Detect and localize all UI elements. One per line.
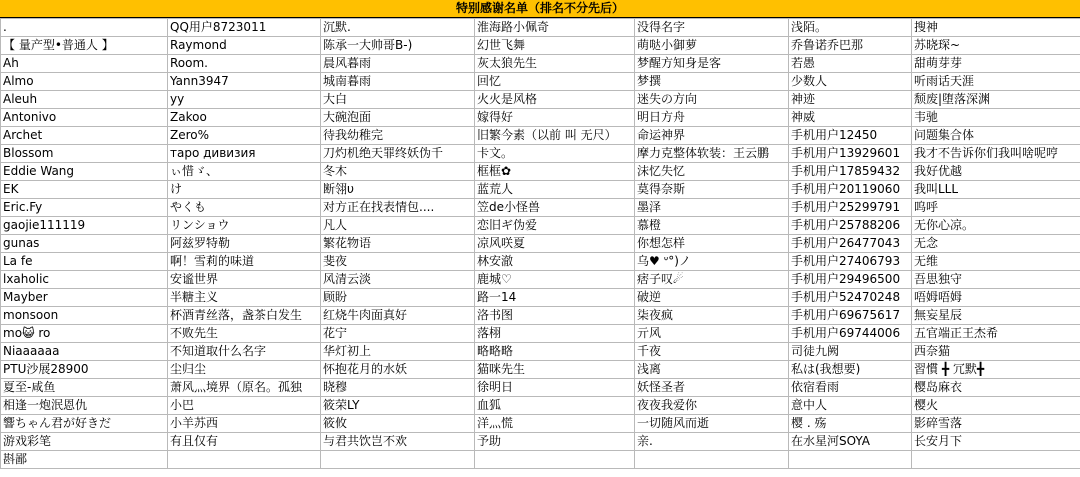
table-cell[interactable]: PTU沙展28900 bbox=[1, 361, 168, 379]
table-cell[interactable]: 夜夜我爱你 bbox=[635, 397, 789, 415]
table-cell[interactable]: 刀灼机绝天罪终妖伪千 bbox=[321, 145, 475, 163]
table-cell[interactable]: 大碗泡面 bbox=[321, 109, 475, 127]
table-cell[interactable]: 旧繁今素（以前 叫 无尺） bbox=[475, 127, 635, 145]
table-cell[interactable]: 萌哒小御萝 bbox=[635, 37, 789, 55]
table-cell[interactable]: 司徒九阙 bbox=[789, 343, 912, 361]
table-cell[interactable]: 乌♥ ᐡ°)ノ bbox=[635, 253, 789, 271]
table-cell[interactable]: 血狐 bbox=[475, 397, 635, 415]
table-row bbox=[1, 433, 1080, 451]
table-cell[interactable]: 筱荣LY bbox=[321, 397, 475, 415]
table-cell[interactable]: 依宿看雨 bbox=[789, 379, 912, 397]
table-cell[interactable]: Eddie Wang bbox=[1, 163, 168, 181]
thanks-table bbox=[0, 18, 1080, 469]
table-cell[interactable]: 幻世飞舞 bbox=[475, 37, 635, 55]
table-cell[interactable]: 亲. bbox=[635, 433, 789, 451]
table-cell[interactable]: 沫忆失忆 bbox=[635, 163, 789, 181]
table-cell[interactable]: 無妄星辰 bbox=[912, 307, 1080, 325]
table-row bbox=[1, 415, 1080, 433]
table-cell[interactable]: 凉风咲夏 bbox=[475, 235, 635, 253]
table-row bbox=[1, 253, 1080, 271]
table-cell[interactable]: 梦醒方知身是客 bbox=[635, 55, 789, 73]
table-cell[interactable]: 斐夜 bbox=[321, 253, 475, 271]
table-cell[interactable]: 笠de小怪兽 bbox=[475, 199, 635, 217]
table-cell[interactable]: 唔姆唔姆 bbox=[912, 289, 1080, 307]
table-cell[interactable]: 灰太狼先生 bbox=[475, 55, 635, 73]
table-row bbox=[1, 199, 1080, 217]
table-cell[interactable]: 晨风暮雨 bbox=[321, 55, 475, 73]
table-cell[interactable]: gunas bbox=[1, 235, 168, 253]
table-cell[interactable]: 小巴 bbox=[168, 397, 321, 415]
table-cell[interactable]: 不知道取什么名字 bbox=[168, 343, 321, 361]
table-row bbox=[1, 343, 1080, 361]
table-cell[interactable]: 红烧牛肉面真好 bbox=[321, 307, 475, 325]
table-cell[interactable]: 洋灬慌 bbox=[475, 415, 635, 433]
table-cell[interactable]: 手机用户69744006 bbox=[789, 325, 912, 343]
table-cell[interactable]: 一切随风而逝 bbox=[635, 415, 789, 433]
table-cell[interactable]: La fe bbox=[1, 253, 168, 271]
table-row bbox=[1, 73, 1080, 91]
table-cell[interactable]: 墨泽 bbox=[635, 199, 789, 217]
table-cell[interactable]: 樱 . 殇 bbox=[789, 415, 912, 433]
table-cell[interactable]: 手机用户20119060 bbox=[789, 181, 912, 199]
table-cell[interactable]: 断翎υ bbox=[321, 181, 475, 199]
table-cell[interactable]: 呜呼 bbox=[912, 199, 1080, 217]
table-cell[interactable]: 无你心凉。 bbox=[912, 217, 1080, 235]
table-cell[interactable]: Room. bbox=[168, 55, 321, 73]
table-cell[interactable]: таро дивизия bbox=[168, 145, 321, 163]
table-cell[interactable]: 萧风灬境界（原名。孤独 bbox=[168, 379, 321, 397]
table-cell[interactable]: 韦驰 bbox=[912, 109, 1080, 127]
table-cell[interactable]: 相逢一炮泯恩仇 bbox=[1, 397, 168, 415]
table-cell[interactable]: 亓风 bbox=[635, 325, 789, 343]
table-row bbox=[1, 397, 1080, 415]
table-cell[interactable]: 迷失の方向 bbox=[635, 91, 789, 109]
table-cell[interactable]: 大白 bbox=[321, 91, 475, 109]
table-cell[interactable]: Blossom bbox=[1, 145, 168, 163]
table-cell[interactable]: 冬木 bbox=[321, 163, 475, 181]
table-row bbox=[1, 127, 1080, 145]
table-row bbox=[1, 37, 1080, 55]
table-cell[interactable]: 手机用户26477043 bbox=[789, 235, 912, 253]
table-cell[interactable]: 手机用户13929601 bbox=[789, 145, 912, 163]
table-cell[interactable]: 少数人 bbox=[789, 73, 912, 91]
table-cell[interactable]: 徐明日 bbox=[475, 379, 635, 397]
table-cell[interactable]: 尘归尘 bbox=[168, 361, 321, 379]
table-cell[interactable]: monsoon bbox=[1, 307, 168, 325]
table-cell[interactable]: Niaaaaaa bbox=[1, 343, 168, 361]
table-cell[interactable]: 回忆 bbox=[475, 73, 635, 91]
table-cell[interactable] bbox=[789, 451, 912, 469]
table-cell[interactable]: Raymond bbox=[168, 37, 321, 55]
table-row bbox=[1, 91, 1080, 109]
table-cell[interactable]: 繁花物语 bbox=[321, 235, 475, 253]
table-cell[interactable]: 你想怎样 bbox=[635, 235, 789, 253]
table-cell[interactable]: 陈承一大帅哥B-) bbox=[321, 37, 475, 55]
table-cell[interactable]: 恋旧ギ伪爱 bbox=[475, 217, 635, 235]
table-cell[interactable]: gaojie111119 bbox=[1, 217, 168, 235]
table-cell[interactable]: 洛书图 bbox=[475, 307, 635, 325]
table-cell[interactable]: 五官端正王杰希 bbox=[912, 325, 1080, 343]
table-cell[interactable]: 火火是风格 bbox=[475, 91, 635, 109]
table-cell[interactable]: 慕橙 bbox=[635, 217, 789, 235]
table-cell[interactable]: EK bbox=[1, 181, 168, 199]
table-row bbox=[1, 55, 1080, 73]
table-cell[interactable]: 私は(我想要) bbox=[789, 361, 912, 379]
table-cell[interactable]: Archet bbox=[1, 127, 168, 145]
table-cell[interactable]: 不败先生 bbox=[168, 325, 321, 343]
table-cell[interactable]: 花宁 bbox=[321, 325, 475, 343]
table-cell[interactable]: 浅离 bbox=[635, 361, 789, 379]
table-cell[interactable]: 听雨话天涯 bbox=[912, 73, 1080, 91]
table-cell[interactable]: 筱攸 bbox=[321, 415, 475, 433]
table-cell[interactable]: 我叫LLL bbox=[912, 181, 1080, 199]
table-cell[interactable]: 吾思独守 bbox=[912, 271, 1080, 289]
table-cell[interactable]: 落栩 bbox=[475, 325, 635, 343]
table-cell[interactable]: 阿兹罗特勒 bbox=[168, 235, 321, 253]
table-cell[interactable]: 问题集合体 bbox=[912, 127, 1080, 145]
table-cell[interactable]: QQ用户8723011 bbox=[168, 19, 321, 37]
table-cell[interactable]: 手机用户17859432 bbox=[789, 163, 912, 181]
table-cell[interactable]: 无维 bbox=[912, 253, 1080, 271]
table-cell[interactable]: 蓝荒人 bbox=[475, 181, 635, 199]
table-cell[interactable]: 乔鲁诺乔巴那 bbox=[789, 37, 912, 55]
table-row bbox=[1, 109, 1080, 127]
table-row bbox=[1, 361, 1080, 379]
table-cell[interactable]: lxaholic bbox=[1, 271, 168, 289]
table-cell[interactable]: 手机用户25299791 bbox=[789, 199, 912, 217]
table-cell[interactable]: 啊！雪莉的味道 bbox=[168, 253, 321, 271]
table-cell[interactable]: Antonivo bbox=[1, 109, 168, 127]
table-row bbox=[1, 271, 1080, 289]
table-row bbox=[1, 235, 1080, 253]
table-cell[interactable]: 予助 bbox=[475, 433, 635, 451]
table-cell[interactable]: . bbox=[1, 19, 168, 37]
table-cell[interactable]: 摩力克整体软装：王云鹏 bbox=[635, 145, 789, 163]
table-cell[interactable]: 无念 bbox=[912, 235, 1080, 253]
table-cell[interactable]: 手机用户12450 bbox=[789, 127, 912, 145]
table-cell[interactable]: 略略略 bbox=[475, 343, 635, 361]
table-cell[interactable]: 甜萌芽芽 bbox=[912, 55, 1080, 73]
table-cell[interactable]: 我好优越 bbox=[912, 163, 1080, 181]
table-cell[interactable]: 卡文。 bbox=[475, 145, 635, 163]
table-cell[interactable] bbox=[912, 451, 1080, 469]
table-cell[interactable]: 待我幼稚完 bbox=[321, 127, 475, 145]
table-cell[interactable]: 搜神 bbox=[912, 19, 1080, 37]
table-cell[interactable]: 樱火 bbox=[912, 397, 1080, 415]
table-cell[interactable]: 安谧世界 bbox=[168, 271, 321, 289]
table-cell[interactable]: 小羊苏西 bbox=[168, 415, 321, 433]
table-cell[interactable]: 凡人 bbox=[321, 217, 475, 235]
sheet-title: 特别感谢名单（排名不分先后） bbox=[0, 0, 1080, 18]
table-cell[interactable]: 【 量产型•普通人 】 bbox=[1, 37, 168, 55]
table-cell[interactable]: Zakoo bbox=[168, 109, 321, 127]
table-cell[interactable]: 柒夜疯 bbox=[635, 307, 789, 325]
table-cell[interactable]: 手机用户27406793 bbox=[789, 253, 912, 271]
table-cell[interactable]: 框框✿ bbox=[475, 163, 635, 181]
table-cell[interactable]: 杯酒青丝落，盏茶白发生 bbox=[168, 307, 321, 325]
table-cell[interactable] bbox=[321, 451, 475, 469]
table-cell[interactable]: 神迹 bbox=[789, 91, 912, 109]
table-cell[interactable] bbox=[635, 451, 789, 469]
table-cell[interactable]: 斟鄙 bbox=[1, 451, 168, 469]
table-cell[interactable]: 手机用户69675617 bbox=[789, 307, 912, 325]
table-cell[interactable]: 游戏彩笔 bbox=[1, 433, 168, 451]
table-cell[interactable]: yy bbox=[168, 91, 321, 109]
table-cell[interactable]: 影碎雪落 bbox=[912, 415, 1080, 433]
table-cell[interactable]: 怀抱花月的水妖 bbox=[321, 361, 475, 379]
table-cell[interactable]: 城南暮雨 bbox=[321, 73, 475, 91]
table-row bbox=[1, 163, 1080, 181]
table-cell[interactable]: 千夜 bbox=[635, 343, 789, 361]
table-cell[interactable] bbox=[168, 451, 321, 469]
table-row bbox=[1, 145, 1080, 163]
table-cell[interactable]: 顾盼 bbox=[321, 289, 475, 307]
table-row bbox=[1, 181, 1080, 199]
table-cell[interactable]: 夏至-咸鱼 bbox=[1, 379, 168, 397]
table-cell[interactable]: 命运神界 bbox=[635, 127, 789, 145]
table-cell[interactable]: 若愚 bbox=[789, 55, 912, 73]
table-cell[interactable]: Mayber bbox=[1, 289, 168, 307]
table-cell[interactable]: 对方正在找表情包.... bbox=[321, 199, 475, 217]
table-cell[interactable]: 有且仅有 bbox=[168, 433, 321, 451]
table-cell[interactable]: 鹿城♡ bbox=[475, 271, 635, 289]
table-cell[interactable]: やくも bbox=[168, 199, 321, 217]
table-cell[interactable]: Zero% bbox=[168, 127, 321, 145]
table-cell[interactable]: 晓穆 bbox=[321, 379, 475, 397]
table-cell[interactable]: 沉默. bbox=[321, 19, 475, 37]
table-cell[interactable]: 浅陌。 bbox=[789, 19, 912, 37]
table-cell[interactable]: 手机用户52470248 bbox=[789, 289, 912, 307]
table-cell[interactable]: Almo bbox=[1, 73, 168, 91]
table-cell[interactable]: 神威 bbox=[789, 109, 912, 127]
table-cell[interactable]: リンショウ bbox=[168, 217, 321, 235]
table-cell[interactable]: 西奈猫 bbox=[912, 343, 1080, 361]
table-cell[interactable]: 在水星河SOYA bbox=[789, 433, 912, 451]
table-cell[interactable]: Eric.Fy bbox=[1, 199, 168, 217]
table-cell[interactable]: Aleuh bbox=[1, 91, 168, 109]
table-cell[interactable]: 风清云淡 bbox=[321, 271, 475, 289]
table-cell[interactable]: 我才不告诉你们我叫啥呢哼 bbox=[912, 145, 1080, 163]
table-cell[interactable]: 習慣 ╋ 冗默╋ bbox=[912, 361, 1080, 379]
table-row bbox=[1, 379, 1080, 397]
table-cell[interactable]: 长安月下 bbox=[912, 433, 1080, 451]
table-cell[interactable]: ぃ惜ゞ、 bbox=[168, 163, 321, 181]
table-cell[interactable]: 痞子叹☄ bbox=[635, 271, 789, 289]
table-cell[interactable]: Yann3947 bbox=[168, 73, 321, 91]
table-cell[interactable]: 明日方舟 bbox=[635, 109, 789, 127]
table-cell[interactable]: 淮海路小佩奇 bbox=[475, 19, 635, 37]
table-cell[interactable]: 华灯初上 bbox=[321, 343, 475, 361]
table-cell[interactable]: 猫咪先生 bbox=[475, 361, 635, 379]
table-cell[interactable]: 梦撰 bbox=[635, 73, 789, 91]
table-cell[interactable]: 手机用户25788206 bbox=[789, 217, 912, 235]
table-cell[interactable]: 没得名字 bbox=[635, 19, 789, 37]
table-row bbox=[1, 307, 1080, 325]
table-cell[interactable]: け bbox=[168, 181, 321, 199]
table-row bbox=[1, 19, 1080, 37]
table-cell[interactable]: 颓废|堕落深渊 bbox=[912, 91, 1080, 109]
table-cell[interactable]: mo😺 ro bbox=[1, 325, 168, 343]
table-cell[interactable]: Ah bbox=[1, 55, 168, 73]
table-row bbox=[1, 289, 1080, 307]
table-cell[interactable]: 与君共饮岂不欢 bbox=[321, 433, 475, 451]
table-row bbox=[1, 325, 1080, 343]
table-cell[interactable] bbox=[475, 451, 635, 469]
table-cell[interactable]: 響ちゃん君が好きだ bbox=[1, 415, 168, 433]
table-cell[interactable]: 妖怪圣者 bbox=[635, 379, 789, 397]
table-cell[interactable]: 意中人 bbox=[789, 397, 912, 415]
table-row bbox=[1, 451, 1080, 469]
table-cell[interactable]: 手机用户29496500 bbox=[789, 271, 912, 289]
table-cell[interactable]: 半糖主义 bbox=[168, 289, 321, 307]
table-row bbox=[1, 217, 1080, 235]
table-cell[interactable]: 嫁得好 bbox=[475, 109, 635, 127]
table-cell[interactable]: 路一14 bbox=[475, 289, 635, 307]
table-cell[interactable]: 莫得奈斯 bbox=[635, 181, 789, 199]
table-cell[interactable]: 苏晓琛~ bbox=[912, 37, 1080, 55]
table-cell[interactable]: 破逆 bbox=[635, 289, 789, 307]
table-cell[interactable]: 林安澈 bbox=[475, 253, 635, 271]
table-cell[interactable]: 樱岛麻衣 bbox=[912, 379, 1080, 397]
